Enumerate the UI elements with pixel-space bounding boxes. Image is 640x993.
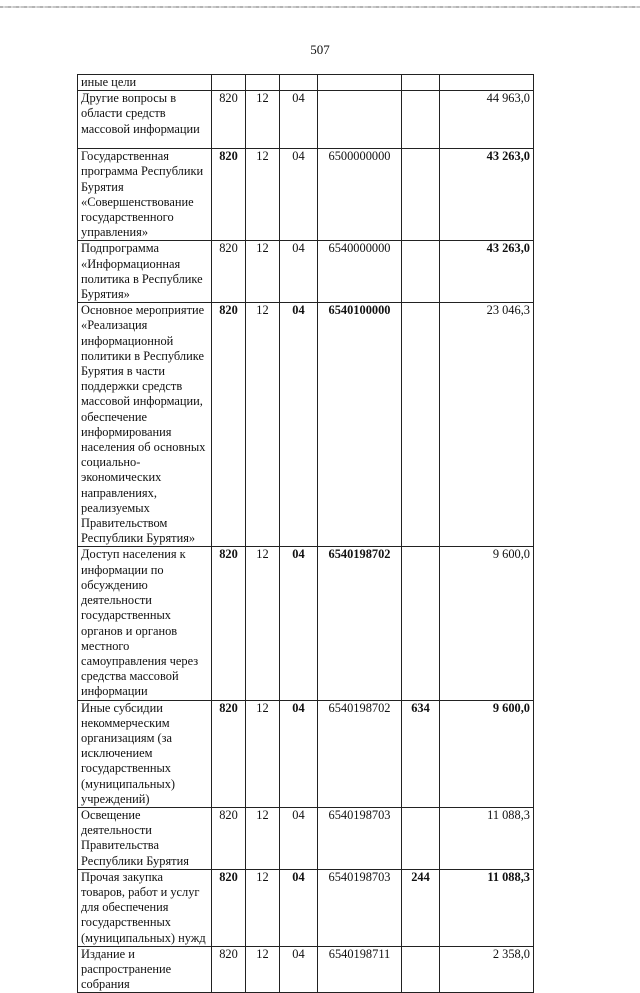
section-cell: 12 (246, 869, 280, 946)
amount-cell: 9 600,0 (440, 700, 534, 807)
section-cell: 12 (246, 547, 280, 700)
subsection-cell: 04 (280, 700, 318, 807)
expense-type-cell: 634 (402, 700, 440, 807)
row-name-cell: Другие вопросы в области средств массовой информации (78, 91, 212, 149)
subsection-cell: 04 (280, 149, 318, 241)
ved-cell: 820 (212, 91, 246, 149)
expense-type-cell (402, 807, 440, 869)
target-article-cell: 6540198702 (318, 700, 402, 807)
ved-cell: 820 (212, 946, 246, 993)
row-name-cell: Подпрограмма «Информационная политика в Республике Бурятия» (78, 241, 212, 303)
target-article-cell: 6540000000 (318, 241, 402, 303)
row-name-cell: Иные субсидии некоммерческим организациям (за исключением государственных (муниципальных) учреждений) (78, 700, 212, 807)
section-cell: 12 (246, 807, 280, 869)
expense-type-cell (402, 946, 440, 993)
scan-edge-line (0, 6, 640, 8)
target-article-cell: 6540198703 (318, 869, 402, 946)
table-row (78, 807, 534, 869)
table-row (78, 241, 534, 303)
section-cell: 12 (246, 241, 280, 303)
target-article-cell: 6540198702 (318, 547, 402, 700)
subsection-cell (280, 75, 318, 91)
ved-cell: 820 (212, 869, 246, 946)
amount-cell: 23 046,3 (440, 303, 534, 547)
subsection-cell: 04 (280, 946, 318, 993)
table-row (78, 946, 534, 993)
row-name-cell: Издание и распространение собрания (78, 946, 212, 993)
amount-cell: 43 263,0 (440, 241, 534, 303)
target-article-cell: 6540100000 (318, 303, 402, 547)
row-name-cell: иные цели (78, 75, 212, 91)
table-row (78, 547, 534, 700)
ved-cell: 820 (212, 700, 246, 807)
amount-cell: 43 263,0 (440, 149, 534, 241)
expense-type-cell (402, 303, 440, 547)
expense-type-cell (402, 75, 440, 91)
ved-cell (212, 75, 246, 91)
expense-type-cell (402, 241, 440, 303)
section-cell: 12 (246, 700, 280, 807)
row-name-cell: Освещение деятельности Правительства Республики Бурятия (78, 807, 212, 869)
table-row (78, 700, 534, 807)
expense-type-cell (402, 547, 440, 700)
expense-type-cell (402, 91, 440, 149)
amount-cell: 44 963,0 (440, 91, 534, 149)
subsection-cell: 04 (280, 869, 318, 946)
subsection-cell: 04 (280, 303, 318, 547)
row-name-cell: Доступ населения к информации по обсуждению деятельности государственных органов и органов местного самоуправления через средства массовой информации (78, 547, 212, 700)
expense-type-cell (402, 149, 440, 241)
budget-table-body (78, 75, 534, 993)
table-row (78, 75, 534, 91)
row-name-cell: Основное мероприятие «Реализация информационной политики в Республике Бурятия в части поддержки средств массовой информации, обеспечение информирования населения об основных социально-экономических направлениях, реализуемых Правительством Республики Бурятия» (78, 303, 212, 547)
amount-cell (440, 75, 534, 91)
row-name-cell: Государственная программа Республики Бурятия «Совершенствование государственного управления» (78, 149, 212, 241)
section-cell: 12 (246, 149, 280, 241)
table-row (78, 303, 534, 547)
section-cell: 12 (246, 303, 280, 547)
subsection-cell: 04 (280, 241, 318, 303)
target-article-cell (318, 91, 402, 149)
table-row (78, 149, 534, 241)
target-article-cell (318, 75, 402, 91)
row-name-cell: Прочая закупка товаров, работ и услуг для обеспечения государственных (муниципальных) нужд (78, 869, 212, 946)
section-cell (246, 75, 280, 91)
amount-cell: 2 358,0 (440, 946, 534, 993)
ved-cell: 820 (212, 547, 246, 700)
subsection-cell: 04 (280, 91, 318, 149)
ved-cell: 820 (212, 149, 246, 241)
amount-cell: 9 600,0 (440, 547, 534, 700)
subsection-cell: 04 (280, 807, 318, 869)
table-row (78, 91, 534, 149)
subsection-cell: 04 (280, 547, 318, 700)
budget-table (77, 74, 534, 993)
target-article-cell: 6500000000 (318, 149, 402, 241)
target-article-cell: 6540198711 (318, 946, 402, 993)
amount-cell: 11 088,3 (440, 869, 534, 946)
ved-cell: 820 (212, 807, 246, 869)
amount-cell: 11 088,3 (440, 807, 534, 869)
page-number: 507 (310, 42, 330, 57)
ved-cell: 820 (212, 303, 246, 547)
table-row (78, 869, 534, 946)
expense-type-cell: 244 (402, 869, 440, 946)
section-cell: 12 (246, 91, 280, 149)
ved-cell: 820 (212, 241, 246, 303)
target-article-cell: 6540198703 (318, 807, 402, 869)
section-cell: 12 (246, 946, 280, 993)
